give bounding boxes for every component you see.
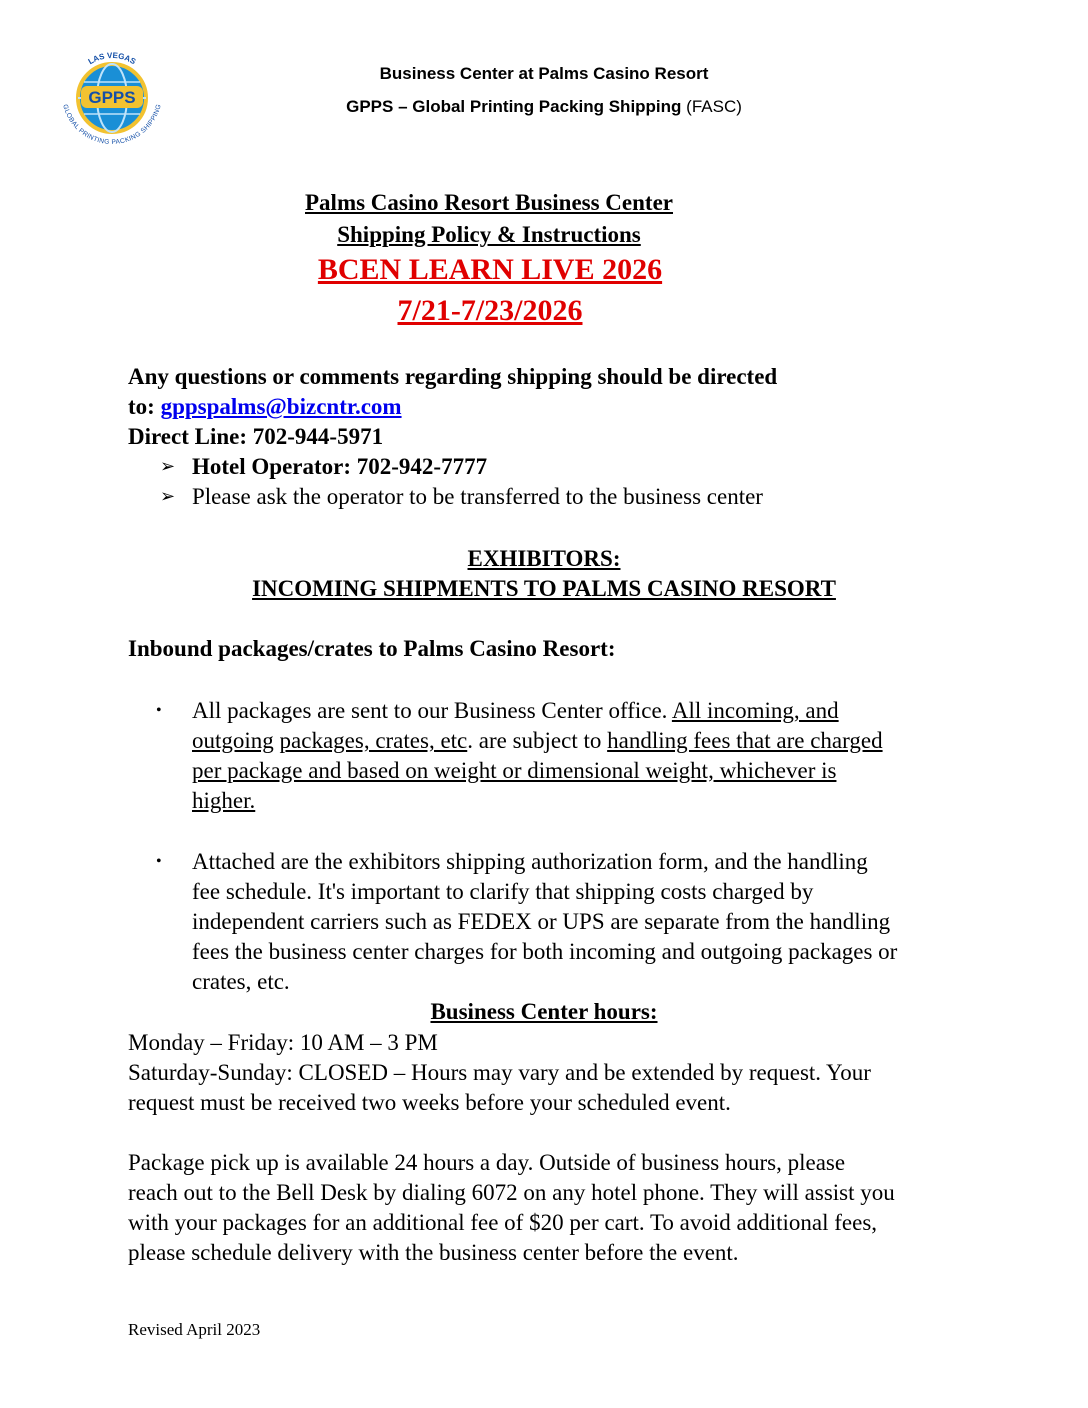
pickup-line-4: please schedule delivery with the business center before the event. xyxy=(128,1240,739,1265)
bullet2-line5: crates, etc. xyxy=(192,969,290,994)
hours-weekend-2: request must be received two weeks before your scheduled event. xyxy=(128,1090,731,1115)
bullet2-line1: Attached are the exhibitors shipping authorization form, and the handling xyxy=(192,849,868,874)
hotel-operator: Hotel Operator: 702-942-7777 xyxy=(192,454,488,479)
bullet1-line2: outgoing packages, crates, etc. are subject to handling fees that are charged xyxy=(192,728,883,753)
direct-line: Direct Line: 702-944-5971 xyxy=(128,424,384,449)
bullet2-line4: fees the business center charges for both incoming and outgoing packages or xyxy=(192,939,898,964)
revised-date: Revised April 2023 xyxy=(128,1320,261,1339)
hours-heading: Business Center hours: xyxy=(430,999,658,1024)
hours-weekday: Monday – Friday: 10 AM – 3 PM xyxy=(128,1030,438,1055)
arrow-bullet-icon: ➢ xyxy=(160,486,176,506)
title-line-2: Shipping Policy & Instructions xyxy=(337,222,641,247)
bullet1-line1: All packages are sent to our Business Center office. All incoming, and xyxy=(192,698,839,723)
header-line-2: GPPS – Global Printing Packing Shipping (FASC) xyxy=(346,97,742,116)
event-name: BCEN LEARN LIVE 2026 xyxy=(317,253,663,286)
email-link[interactable]: gppspalms@bizcntr.com xyxy=(160,394,402,419)
logo-arc-top: LAS VEGAS xyxy=(86,50,138,67)
bullet-dot-icon: • xyxy=(156,702,162,719)
pickup-line-2: reach out to the Bell Desk by dialing 6072 on any hotel phone. They will assist you xyxy=(128,1180,895,1205)
incoming-heading: INCOMING SHIPMENTS TO PALMS CASINO RESORT xyxy=(252,576,836,601)
pickup-line-1: Package pick up is available 24 hours a day. Outside of business hours, please xyxy=(128,1150,846,1175)
inbound-heading: Inbound packages/crates to Palms Casino Resort: xyxy=(128,636,616,661)
bullet2-line3: independent carriers such as FEDEX or UPS are separate from the handling xyxy=(192,909,891,934)
bullet-dot-icon: • xyxy=(156,853,162,870)
operator-instruction: Please ask the operator to be transferred to the business center xyxy=(192,484,763,509)
bullet1-line3: per package and based on weight or dimensional weight, whichever is xyxy=(192,758,837,783)
bullet2-line2: fee schedule. It's important to clarify that shipping costs charged by xyxy=(192,879,814,904)
logo-letters: GPPS xyxy=(88,88,136,107)
event-dates: 7/21-7/23/2026 xyxy=(397,294,583,327)
bullet1-line4: higher. xyxy=(192,788,256,813)
exhibitors-heading: EXHIBITORS: xyxy=(467,546,621,571)
arrow-bullet-icon: ➢ xyxy=(160,456,176,476)
logo-arc-bottom: GLOBAL PRINTING PACKING SHIPPING xyxy=(61,103,163,147)
pickup-line-3: with your packages for an additional fee of $20 per cart. To avoid additional fees, xyxy=(128,1210,878,1235)
header-line-1: Business Center at Palms Casino Resort xyxy=(379,64,709,83)
hours-weekend-1: Saturday-Sunday: CLOSED – Hours may vary and be extended by request. Your xyxy=(128,1060,871,1085)
contact-email-line: to: gppspalms@bizcntr.com xyxy=(128,394,402,419)
title-line-1: Palms Casino Resort Business Center xyxy=(305,190,673,215)
contact-intro: Any questions or comments regarding shipping should be directed xyxy=(128,364,778,389)
